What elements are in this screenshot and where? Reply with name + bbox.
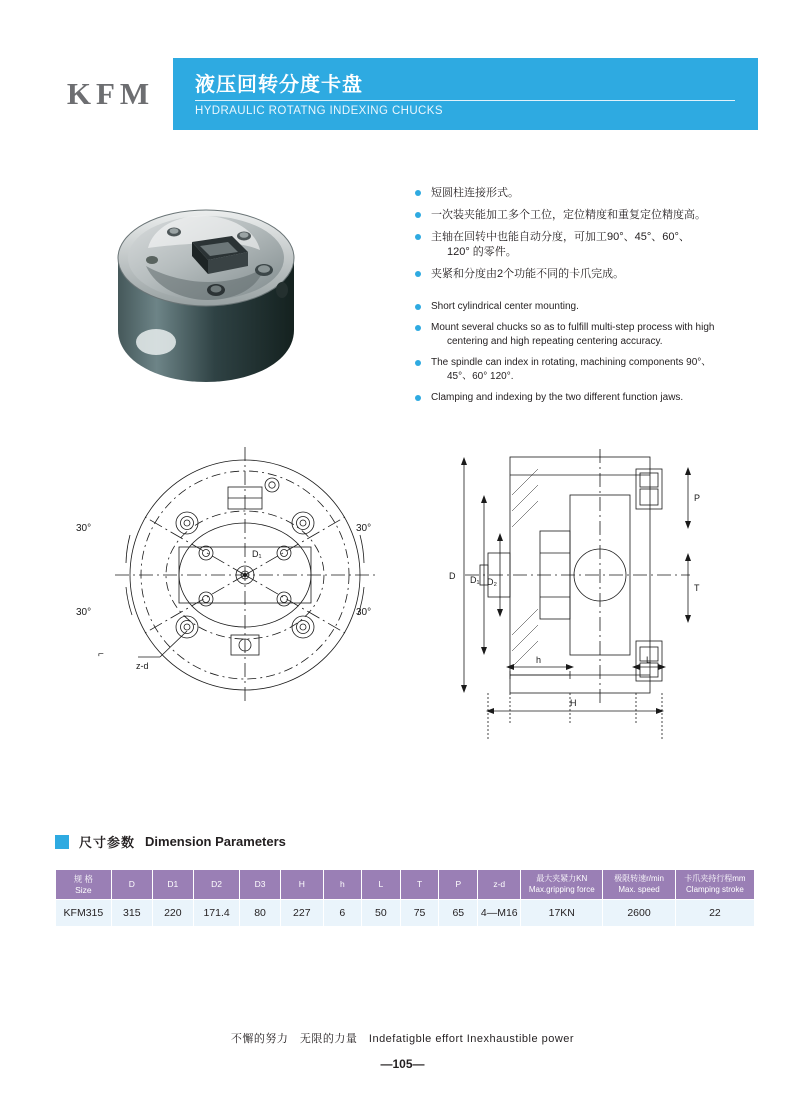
title-english: HYDRAULIC ROTATNG INDEXING CHUCKS (195, 105, 443, 117)
col-D: D (111, 870, 152, 900)
list-item (415, 321, 760, 349)
section-view (449, 449, 700, 741)
list-item (415, 267, 755, 282)
feature-text-cont: 120° 的零件。 (447, 246, 517, 258)
label-zd: z-d (136, 661, 149, 671)
col-gripping-force: 最大夹紧力KN Max.gripping force (521, 870, 603, 900)
footer-slogan: 不懈的努力 无限的力量 Indefatigble effort Inexhaustible power (230, 1033, 575, 1045)
section-title-chinese: 尺寸参数 (79, 835, 136, 850)
square-marker-icon (55, 835, 69, 849)
bullet-dot-icon (415, 190, 421, 196)
label-L: L (646, 655, 652, 665)
col-clamping-stroke: 卡爪夹持行程mm Clamping stroke (675, 870, 754, 900)
list-item (415, 300, 760, 314)
section-title-english: Dimension Parameters (145, 834, 286, 849)
col-D1: D1 (152, 870, 193, 900)
cell-gripping-force: 17KN (521, 900, 603, 927)
product-code-box (48, 58, 173, 130)
angle-label: 30° (76, 523, 92, 534)
col-P: P (439, 870, 478, 900)
feature-text: 主轴在回转中也能自动分度，可加工90°、45°、60°、 (431, 231, 690, 243)
table-header-row (56, 870, 755, 900)
list-item (415, 208, 755, 223)
bullet-dot-icon (415, 212, 421, 218)
feature-text: 一次装夹能加工多个工位，定位精度和重复定位精度高。 (431, 209, 706, 221)
features-english-list (415, 300, 760, 412)
front-view (76, 447, 375, 703)
page-footer (0, 1030, 805, 1071)
cell-P: 65 (439, 900, 478, 927)
product-photo (96, 170, 316, 400)
title-chinese: 液压回转分度卡盘 (195, 74, 363, 96)
label-D: D (449, 571, 456, 581)
cell-h: 6 (323, 900, 361, 927)
cell-clamping-stroke: 22 (675, 900, 754, 927)
table-row (56, 900, 755, 927)
cell-max-speed: 2600 (603, 900, 676, 927)
title-banner (173, 58, 758, 130)
cell-size: KFM315 (56, 900, 112, 927)
bullet-dot-icon (415, 395, 421, 401)
cell-D: 315 (111, 900, 152, 927)
cell-D1: 220 (152, 900, 193, 927)
angle-label: 30° (76, 607, 92, 618)
label-D1: D₁ (470, 575, 480, 585)
list-item (415, 230, 755, 260)
feature-text: Short cylindrical center mounting. (431, 301, 579, 312)
label-P: P (694, 493, 701, 503)
svg-text:⌐: ⌐ (98, 649, 104, 660)
dimension-table (55, 869, 755, 927)
bullet-dot-icon (415, 234, 421, 240)
drawing-svg (40, 435, 765, 765)
feature-text: 短圆柱连接形式。 (431, 187, 519, 199)
col-D2: D2 (193, 870, 239, 900)
bullet-dot-icon (415, 325, 421, 331)
col-max-speed: 极限转速r/min Max. speed (603, 870, 676, 900)
cell-H: 227 (280, 900, 323, 927)
col-zd: z-d (478, 870, 521, 900)
col-L: L (361, 870, 400, 900)
features-chinese-list (415, 186, 755, 289)
col-size: 规 格 Size (56, 870, 112, 900)
page-header (48, 58, 758, 130)
feature-text: 夹紧和分度由2个功能不同的卡爪完成。 (431, 268, 625, 280)
list-item (415, 391, 760, 405)
col-H: H (280, 870, 323, 900)
product-code: KFM (66, 76, 155, 111)
cell-D2: 171.4 (193, 900, 239, 927)
feature-text: Mount several chucks so as to fulfill multi-step process with high (431, 322, 715, 333)
cell-L: 50 (361, 900, 400, 927)
bullet-dot-icon (415, 360, 421, 366)
cell-D3: 80 (240, 900, 281, 927)
dimension-section-heading (55, 832, 286, 851)
feature-text: The spindle can index in rotating, machining components 90°、 (431, 357, 712, 368)
list-item (415, 356, 760, 384)
bullet-dot-icon (415, 304, 421, 310)
feature-text: Clamping and indexing by the two different function jaws. (431, 392, 684, 403)
page-number: —105— (380, 1057, 425, 1071)
bullet-dot-icon (415, 271, 421, 277)
angle-label: 30° (356, 523, 372, 534)
angle-label: 30° (356, 607, 372, 618)
chuck-photo-illustration (96, 170, 316, 400)
label-T: T (694, 583, 700, 593)
col-D3: D3 (240, 870, 281, 900)
label-H: H (570, 698, 577, 708)
col-T: T (400, 870, 439, 900)
label-D1-front: D₁ (252, 549, 262, 559)
title-divider (195, 100, 735, 101)
list-item (415, 186, 755, 201)
col-h: h (323, 870, 361, 900)
cell-T: 75 (400, 900, 439, 927)
cell-zd: 4—M16 (478, 900, 521, 927)
feature-text-cont: centering and high repeating centering accuracy. (447, 336, 663, 347)
feature-text-cont: 45°、60° 120°. (447, 371, 514, 382)
technical-drawing (40, 435, 765, 765)
label-h: h (536, 655, 542, 665)
label-D2: D₂ (487, 577, 497, 587)
